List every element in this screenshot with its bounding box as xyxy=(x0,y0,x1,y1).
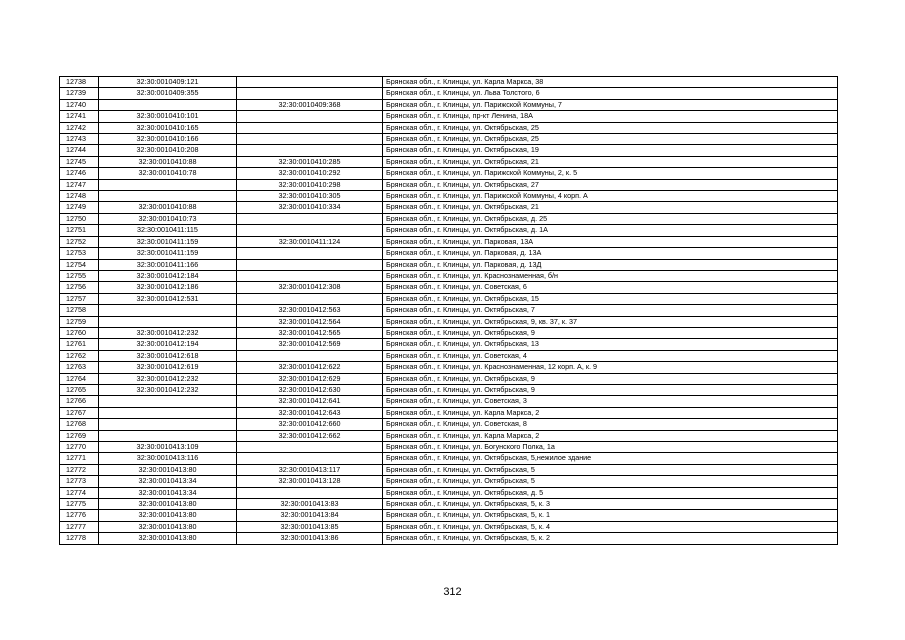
land-cadastral-number-cell: 32:30:0010412:618 xyxy=(99,350,237,361)
address-cell: Брянская обл., г. Клинцы, ул. Октябрьская, 9, кв. 37, к. 37 xyxy=(383,316,838,327)
address-cell: Брянская обл., г. Клинцы, ул. Карла Маркса, 2 xyxy=(383,407,838,418)
building-cadastral-number-cell: 32:30:0010413:117 xyxy=(237,464,383,475)
address-cell: Брянская обл., г. Клинцы, ул. Октябрьская, д. 5 xyxy=(383,487,838,498)
row-number-cell: 12773 xyxy=(60,476,99,487)
building-cadastral-number-cell: 32:30:0010413:128 xyxy=(237,476,383,487)
address-cell: Брянская обл., г. Клинцы, ул. Октябрьская, д. 1А xyxy=(383,225,838,236)
building-cadastral-number-cell: 32:30:0010412:641 xyxy=(237,396,383,407)
row-number-cell: 12770 xyxy=(60,442,99,453)
table-row xyxy=(60,510,838,521)
row-number-cell: 12768 xyxy=(60,419,99,430)
building-cadastral-number-cell xyxy=(237,453,383,464)
land-cadastral-number-cell xyxy=(99,396,237,407)
address-cell: Брянская обл., г. Клинцы, ул. Октябрьская, 25 xyxy=(383,134,838,145)
building-cadastral-number-cell xyxy=(237,122,383,133)
building-cadastral-number-cell: 32:30:0010412:622 xyxy=(237,362,383,373)
table-row xyxy=(60,293,838,304)
table-row xyxy=(60,77,838,88)
land-cadastral-number-cell xyxy=(99,430,237,441)
building-cadastral-number-cell: 32:30:0010412:630 xyxy=(237,384,383,395)
page-number: 312 xyxy=(443,586,462,598)
row-number-cell: 12746 xyxy=(60,168,99,179)
land-cadastral-number-cell: 32:30:0010413:34 xyxy=(99,487,237,498)
land-cadastral-number-cell xyxy=(99,191,237,202)
building-cadastral-number-cell: 32:30:0010412:629 xyxy=(237,373,383,384)
address-cell: Брянская обл., г. Клинцы, ул. Богунского Полка, 1а xyxy=(383,442,838,453)
table-row xyxy=(60,122,838,133)
address-cell: Брянская обл., г. Клинцы, ул. Октябрьская, 5,нежилое здание xyxy=(383,453,838,464)
address-cell: Брянская обл., г. Клинцы, ул. Октябрьская, 9 xyxy=(383,373,838,384)
building-cadastral-number-cell xyxy=(237,134,383,145)
land-cadastral-number-cell: 32:30:0010413:80 xyxy=(99,510,237,521)
table-row xyxy=(60,88,838,99)
table-row xyxy=(60,305,838,316)
table-row xyxy=(60,248,838,259)
building-cadastral-number-cell xyxy=(237,350,383,361)
table-row xyxy=(60,373,838,384)
table-row xyxy=(60,145,838,156)
row-number-cell: 12740 xyxy=(60,99,99,110)
table-row xyxy=(60,99,838,110)
address-cell: Брянская обл., г. Клинцы, ул. Парижской Коммуны, 7 xyxy=(383,99,838,110)
land-cadastral-number-cell: 32:30:0010412:232 xyxy=(99,373,237,384)
address-cell: Брянская обл., г. Клинцы, ул. Карла Маркса, 2 xyxy=(383,430,838,441)
row-number-cell: 12764 xyxy=(60,373,99,384)
land-cadastral-number-cell: 32:30:0010412:184 xyxy=(99,270,237,281)
address-cell: Брянская обл., г. Клинцы, ул. Октябрьская, 5, к. 4 xyxy=(383,521,838,532)
row-number-cell: 12745 xyxy=(60,156,99,167)
address-cell: Брянская обл., г. Клинцы, ул. Октябрьская, 25 xyxy=(383,122,838,133)
address-cell: Брянская обл., г. Клинцы, ул. Октябрьская, 7 xyxy=(383,305,838,316)
table-row xyxy=(60,191,838,202)
table-row xyxy=(60,453,838,464)
row-number-cell: 12763 xyxy=(60,362,99,373)
table-row xyxy=(60,487,838,498)
land-cadastral-number-cell: 32:30:0010411:166 xyxy=(99,259,237,270)
address-cell: Брянская обл., г. Клинцы, ул. Октябрьская, 15 xyxy=(383,293,838,304)
table-row xyxy=(60,521,838,532)
building-cadastral-number-cell xyxy=(237,213,383,224)
address-cell: Брянская обл., г. Клинцы, ул. Карла Маркса, 38 xyxy=(383,77,838,88)
row-number-cell: 12767 xyxy=(60,407,99,418)
building-cadastral-number-cell xyxy=(237,225,383,236)
table-row xyxy=(60,179,838,190)
table-row xyxy=(60,213,838,224)
row-number-cell: 12747 xyxy=(60,179,99,190)
address-cell: Брянская обл., г. Клинцы, ул. Октябрьская, 27 xyxy=(383,179,838,190)
row-number-cell: 12772 xyxy=(60,464,99,475)
row-number-cell: 12748 xyxy=(60,191,99,202)
building-cadastral-number-cell: 32:30:0010412:563 xyxy=(237,305,383,316)
land-cadastral-number-cell: 32:30:0010410:73 xyxy=(99,213,237,224)
land-cadastral-number-cell: 32:30:0010410:101 xyxy=(99,111,237,122)
land-cadastral-number-cell: 32:30:0010409:355 xyxy=(99,88,237,99)
row-number-cell: 12755 xyxy=(60,270,99,281)
table-row xyxy=(60,259,838,270)
land-cadastral-number-cell: 32:30:0010410:165 xyxy=(99,122,237,133)
address-cell: Брянская обл., г. Клинцы, ул. Парижской Коммуны, 4 корп. А xyxy=(383,191,838,202)
table-row xyxy=(60,499,838,510)
row-number-cell: 12754 xyxy=(60,259,99,270)
address-cell: Брянская обл., г. Клинцы, ул. Октябрьская, 21 xyxy=(383,156,838,167)
table-row xyxy=(60,327,838,338)
table-row xyxy=(60,134,838,145)
row-number-cell: 12742 xyxy=(60,122,99,133)
building-cadastral-number-cell xyxy=(237,270,383,281)
row-number-cell: 12775 xyxy=(60,499,99,510)
row-number-cell: 12771 xyxy=(60,453,99,464)
row-number-cell: 12753 xyxy=(60,248,99,259)
row-number-cell: 12749 xyxy=(60,202,99,213)
land-cadastral-number-cell: 32:30:0010413:80 xyxy=(99,521,237,532)
building-cadastral-number-cell xyxy=(237,111,383,122)
address-cell: Брянская обл., г. Клинцы, ул. Парижской Коммуны, 2, к. 5 xyxy=(383,168,838,179)
table-row xyxy=(60,111,838,122)
cadastral-table xyxy=(59,76,838,545)
row-number-cell: 12738 xyxy=(60,77,99,88)
building-cadastral-number-cell: 32:30:0010412:660 xyxy=(237,419,383,430)
row-number-cell: 12751 xyxy=(60,225,99,236)
table-row xyxy=(60,156,838,167)
building-cadastral-number-cell: 32:30:0010412:564 xyxy=(237,316,383,327)
address-cell: Брянская обл., г. Клинцы, ул. Краснознаменная, б/н xyxy=(383,270,838,281)
address-cell: Брянская обл., г. Клинцы, ул. Октябрьская, 5 xyxy=(383,464,838,475)
table-row xyxy=(60,396,838,407)
building-cadastral-number-cell: 32:30:0010412:569 xyxy=(237,339,383,350)
cadastral-table-body xyxy=(60,77,838,545)
land-cadastral-number-cell xyxy=(99,99,237,110)
building-cadastral-number-cell: 32:30:0010410:305 xyxy=(237,191,383,202)
address-cell: Брянская обл., г. Клинцы, ул. Советская, 4 xyxy=(383,350,838,361)
building-cadastral-number-cell: 32:30:0010410:292 xyxy=(237,168,383,179)
row-number-cell: 12769 xyxy=(60,430,99,441)
table-row xyxy=(60,442,838,453)
land-cadastral-number-cell: 32:30:0010410:208 xyxy=(99,145,237,156)
building-cadastral-number-cell: 32:30:0010411:124 xyxy=(237,236,383,247)
table-row xyxy=(60,282,838,293)
address-cell: Брянская обл., г. Клинцы, ул. Советская, 3 xyxy=(383,396,838,407)
land-cadastral-number-cell xyxy=(99,305,237,316)
address-cell: Брянская обл., г. Клинцы, ул. Октябрьская, д. 25 xyxy=(383,213,838,224)
row-number-cell: 12760 xyxy=(60,327,99,338)
address-cell: Брянская обл., г. Клинцы, ул. Октябрьская, 9 xyxy=(383,384,838,395)
row-number-cell: 12776 xyxy=(60,510,99,521)
table-row xyxy=(60,362,838,373)
row-number-cell: 12765 xyxy=(60,384,99,395)
table-row xyxy=(60,225,838,236)
row-number-cell: 12766 xyxy=(60,396,99,407)
table-row xyxy=(60,202,838,213)
building-cadastral-number-cell: 32:30:0010410:285 xyxy=(237,156,383,167)
address-cell: Брянская обл., г. Клинцы, ул. Парковая, д. 13Д xyxy=(383,259,838,270)
table-row xyxy=(60,270,838,281)
address-cell: Брянская обл., г. Клинцы, ул. Льва Толстого, 6 xyxy=(383,88,838,99)
land-cadastral-number-cell: 32:30:0010413:80 xyxy=(99,499,237,510)
row-number-cell: 12750 xyxy=(60,213,99,224)
table-row xyxy=(60,407,838,418)
row-number-cell: 12759 xyxy=(60,316,99,327)
table-row xyxy=(60,464,838,475)
land-cadastral-number-cell: 32:30:0010411:115 xyxy=(99,225,237,236)
land-cadastral-number-cell xyxy=(99,316,237,327)
row-number-cell: 12756 xyxy=(60,282,99,293)
building-cadastral-number-cell: 32:30:0010410:334 xyxy=(237,202,383,213)
land-cadastral-number-cell: 32:30:0010412:531 xyxy=(99,293,237,304)
land-cadastral-number-cell: 32:30:0010410:88 xyxy=(99,156,237,167)
row-number-cell: 12752 xyxy=(60,236,99,247)
building-cadastral-number-cell xyxy=(237,248,383,259)
table-row xyxy=(60,168,838,179)
building-cadastral-number-cell: 32:30:0010413:86 xyxy=(237,533,383,544)
address-cell: Брянская обл., г. Клинцы, ул. Октябрьская, 5, к. 1 xyxy=(383,510,838,521)
land-cadastral-number-cell: 32:30:0010410:88 xyxy=(99,202,237,213)
row-number-cell: 12743 xyxy=(60,134,99,145)
address-cell: Брянская обл., г. Клинцы, ул. Советская, 6 xyxy=(383,282,838,293)
address-cell: Брянская обл., г. Клинцы, ул. Октябрьская, 13 xyxy=(383,339,838,350)
row-number-cell: 12774 xyxy=(60,487,99,498)
row-number-cell: 12758 xyxy=(60,305,99,316)
land-cadastral-number-cell xyxy=(99,407,237,418)
land-cadastral-number-cell: 32:30:0010409:121 xyxy=(99,77,237,88)
building-cadastral-number-cell xyxy=(237,442,383,453)
building-cadastral-number-cell: 32:30:0010412:643 xyxy=(237,407,383,418)
building-cadastral-number-cell: 32:30:0010413:84 xyxy=(237,510,383,521)
address-cell: Брянская обл., г. Клинцы, ул. Советская, 8 xyxy=(383,419,838,430)
land-cadastral-number-cell: 32:30:0010412:186 xyxy=(99,282,237,293)
address-cell: Брянская обл., г. Клинцы, ул. Октябрьская, 5, к. 2 xyxy=(383,533,838,544)
land-cadastral-number-cell xyxy=(99,179,237,190)
land-cadastral-number-cell: 32:30:0010412:232 xyxy=(99,384,237,395)
address-cell: Брянская обл., г. Клинцы, пр-кт Ленина, 18А xyxy=(383,111,838,122)
land-cadastral-number-cell: 32:30:0010413:80 xyxy=(99,464,237,475)
row-number-cell: 12739 xyxy=(60,88,99,99)
building-cadastral-number-cell xyxy=(237,145,383,156)
building-cadastral-number-cell xyxy=(237,487,383,498)
building-cadastral-number-cell xyxy=(237,259,383,270)
land-cadastral-number-cell: 32:30:0010412:619 xyxy=(99,362,237,373)
row-number-cell: 12762 xyxy=(60,350,99,361)
building-cadastral-number-cell: 32:30:0010413:83 xyxy=(237,499,383,510)
row-number-cell: 12741 xyxy=(60,111,99,122)
row-number-cell: 12778 xyxy=(60,533,99,544)
building-cadastral-number-cell: 32:30:0010412:308 xyxy=(237,282,383,293)
land-cadastral-number-cell: 32:30:0010412:194 xyxy=(99,339,237,350)
table-row xyxy=(60,350,838,361)
table-row xyxy=(60,339,838,350)
address-cell: Брянская обл., г. Клинцы, ул. Октябрьская, 19 xyxy=(383,145,838,156)
land-cadastral-number-cell: 32:30:0010413:109 xyxy=(99,442,237,453)
table-row xyxy=(60,384,838,395)
table-row xyxy=(60,430,838,441)
land-cadastral-number-cell: 32:30:0010410:166 xyxy=(99,134,237,145)
row-number-cell: 12757 xyxy=(60,293,99,304)
building-cadastral-number-cell xyxy=(237,77,383,88)
land-cadastral-number-cell xyxy=(99,419,237,430)
table-row xyxy=(60,236,838,247)
address-cell: Брянская обл., г. Клинцы, ул. Октябрьская, 9 xyxy=(383,327,838,338)
land-cadastral-number-cell: 32:30:0010412:232 xyxy=(99,327,237,338)
address-cell: Брянская обл., г. Клинцы, ул. Парковая, д. 13А xyxy=(383,248,838,259)
table-row xyxy=(60,316,838,327)
table-row xyxy=(60,476,838,487)
row-number-cell: 12777 xyxy=(60,521,99,532)
row-number-cell: 12761 xyxy=(60,339,99,350)
building-cadastral-number-cell xyxy=(237,88,383,99)
row-number-cell: 12744 xyxy=(60,145,99,156)
building-cadastral-number-cell: 32:30:0010413:85 xyxy=(237,521,383,532)
address-cell: Брянская обл., г. Клинцы, ул. Краснознаменная, 12 корп. А, к. 9 xyxy=(383,362,838,373)
land-cadastral-number-cell: 32:30:0010410:78 xyxy=(99,168,237,179)
building-cadastral-number-cell: 32:30:0010412:565 xyxy=(237,327,383,338)
table-row xyxy=(60,419,838,430)
address-cell: Брянская обл., г. Клинцы, ул. Октябрьская, 21 xyxy=(383,202,838,213)
table-row xyxy=(60,533,838,544)
address-cell: Брянская обл., г. Клинцы, ул. Октябрьская, 5 xyxy=(383,476,838,487)
building-cadastral-number-cell: 32:30:0010410:298 xyxy=(237,179,383,190)
land-cadastral-number-cell: 32:30:0010411:159 xyxy=(99,248,237,259)
land-cadastral-number-cell: 32:30:0010413:34 xyxy=(99,476,237,487)
building-cadastral-number-cell xyxy=(237,293,383,304)
land-cadastral-number-cell: 32:30:0010411:159 xyxy=(99,236,237,247)
land-cadastral-number-cell: 32:30:0010413:80 xyxy=(99,533,237,544)
building-cadastral-number-cell: 32:30:0010409:368 xyxy=(237,99,383,110)
address-cell: Брянская обл., г. Клинцы, ул. Октябрьская, 5, к. 3 xyxy=(383,499,838,510)
land-cadastral-number-cell: 32:30:0010413:116 xyxy=(99,453,237,464)
building-cadastral-number-cell: 32:30:0010412:662 xyxy=(237,430,383,441)
address-cell: Брянская обл., г. Клинцы, ул. Парковая, 13А xyxy=(383,236,838,247)
